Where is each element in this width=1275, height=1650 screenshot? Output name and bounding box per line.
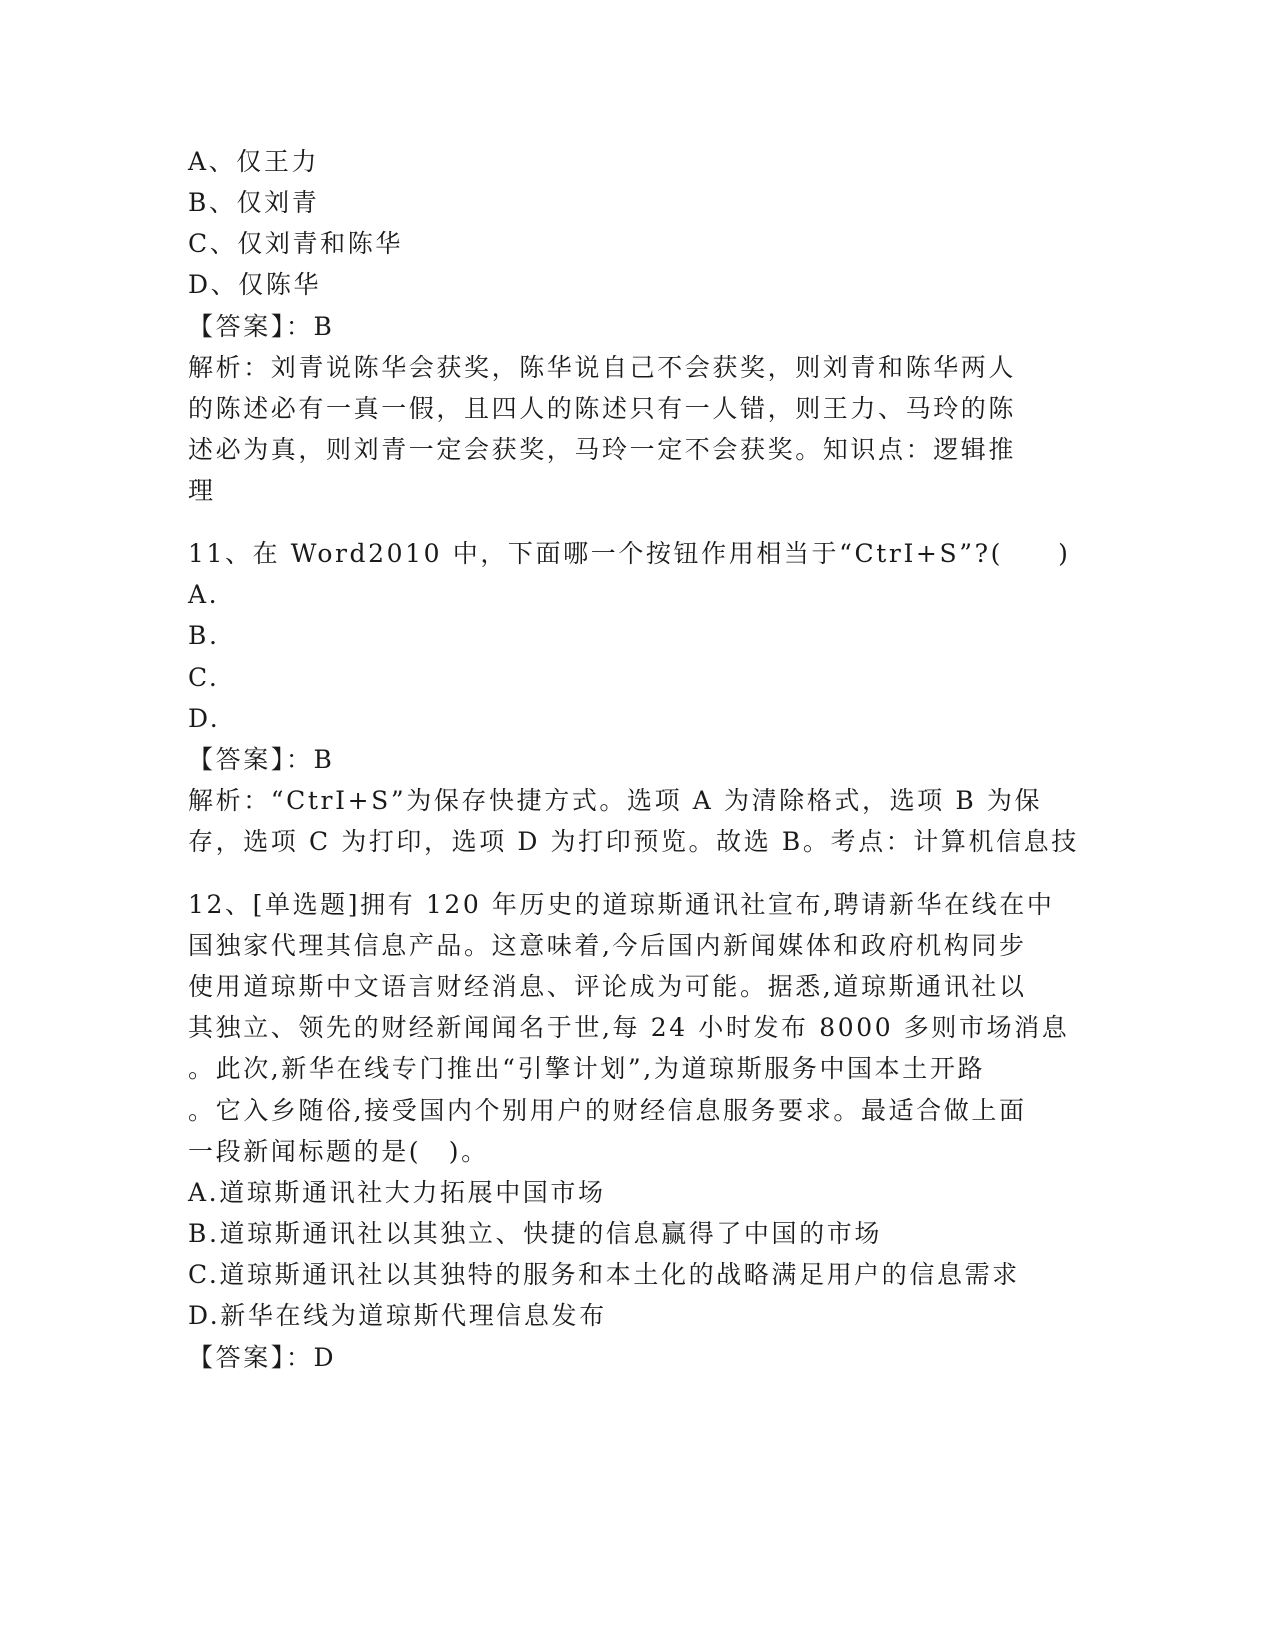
q10-option-a: A、仅王力 (188, 147, 320, 176)
q12-question-line: 国独家代理其信息产品。这意味着,今后国内新闻媒体和政府机构同步 (188, 931, 1027, 960)
q12-question-line: 。此次,新华在线专门推出“引擎计划”,为道琼斯服务中国本土开路 (188, 1054, 986, 1083)
q12-answer: 【答案】：D (188, 1343, 337, 1372)
q12-option-b: B.道琼斯通讯社以其独立、快捷的信息赢得了中国的市场 (188, 1219, 882, 1248)
q11-option-a: A. (188, 580, 220, 609)
q11-answer: 【答案】：B (188, 745, 335, 774)
q10-answer: 【答案】：B (188, 312, 335, 341)
q12-question-line: 一段新闻标题的是( )。 (188, 1137, 489, 1166)
q10-option-d: D、仅陈华 (188, 270, 322, 299)
q12-question-line: 使用道琼斯中文语言财经消息、评论成为可能。据悉,道琼斯通讯社以 (188, 972, 1027, 1001)
q11-option-d: D. (188, 704, 221, 733)
q10-option-c: C、仅刘青和陈华 (188, 229, 403, 258)
q12-option-c: C.道琼斯通讯社以其独特的服务和本土化的战略满足用户的信息需求 (188, 1260, 1020, 1289)
q11-option-c: C. (188, 663, 220, 692)
q11-question: 11、在 Word2010 中，下面哪一个按钮作用相当于“CtrI+S”?( ) (188, 539, 1071, 568)
q12-question-line: 其独立、领先的财经新闻闻名于世,每 24 小时发布 8000 多则市场消息 (188, 1013, 1070, 1042)
q12-option-d: D.新华在线为道琼斯代理信息发布 (188, 1301, 607, 1330)
q11-option-b: B. (188, 621, 220, 650)
q10-explanation-line: 的陈述必有一真一假，且四人的陈述只有一人错，则王力、马玲的陈 (188, 394, 1017, 423)
q10-option-b: B、仅刘青 (188, 188, 320, 217)
q12-option-a: A.道琼斯通讯社大力拓展中国市场 (188, 1178, 606, 1207)
q10-explanation-line: 解析：刘青说陈华会获奖，陈华说自己不会获奖，则刘青和陈华两人 (188, 353, 1017, 382)
q11-explanation-line: 存，选项 C 为打印，选项 D 为打印预览。故选 B。考点：计算机信息技 (188, 827, 1079, 856)
q10-explanation-line: 理 (188, 476, 216, 505)
q11-explanation-line: 解析：“CtrI+S”为保存快捷方式。选项 A 为清除格式，选项 B 为保 (188, 786, 1043, 815)
q12-question-line: 12、[单选题]拥有 120 年历史的道琼斯通讯社宣布,聘请新华在线在中 (188, 890, 1055, 919)
q10-explanation-line: 述必为真，则刘青一定会获奖，马玲一定不会获奖。知识点：逻辑推 (188, 435, 1017, 464)
q12-question-line: 。它入乡随俗,接受国内个别用户的财经信息服务要求。最适合做上面 (188, 1096, 1027, 1125)
